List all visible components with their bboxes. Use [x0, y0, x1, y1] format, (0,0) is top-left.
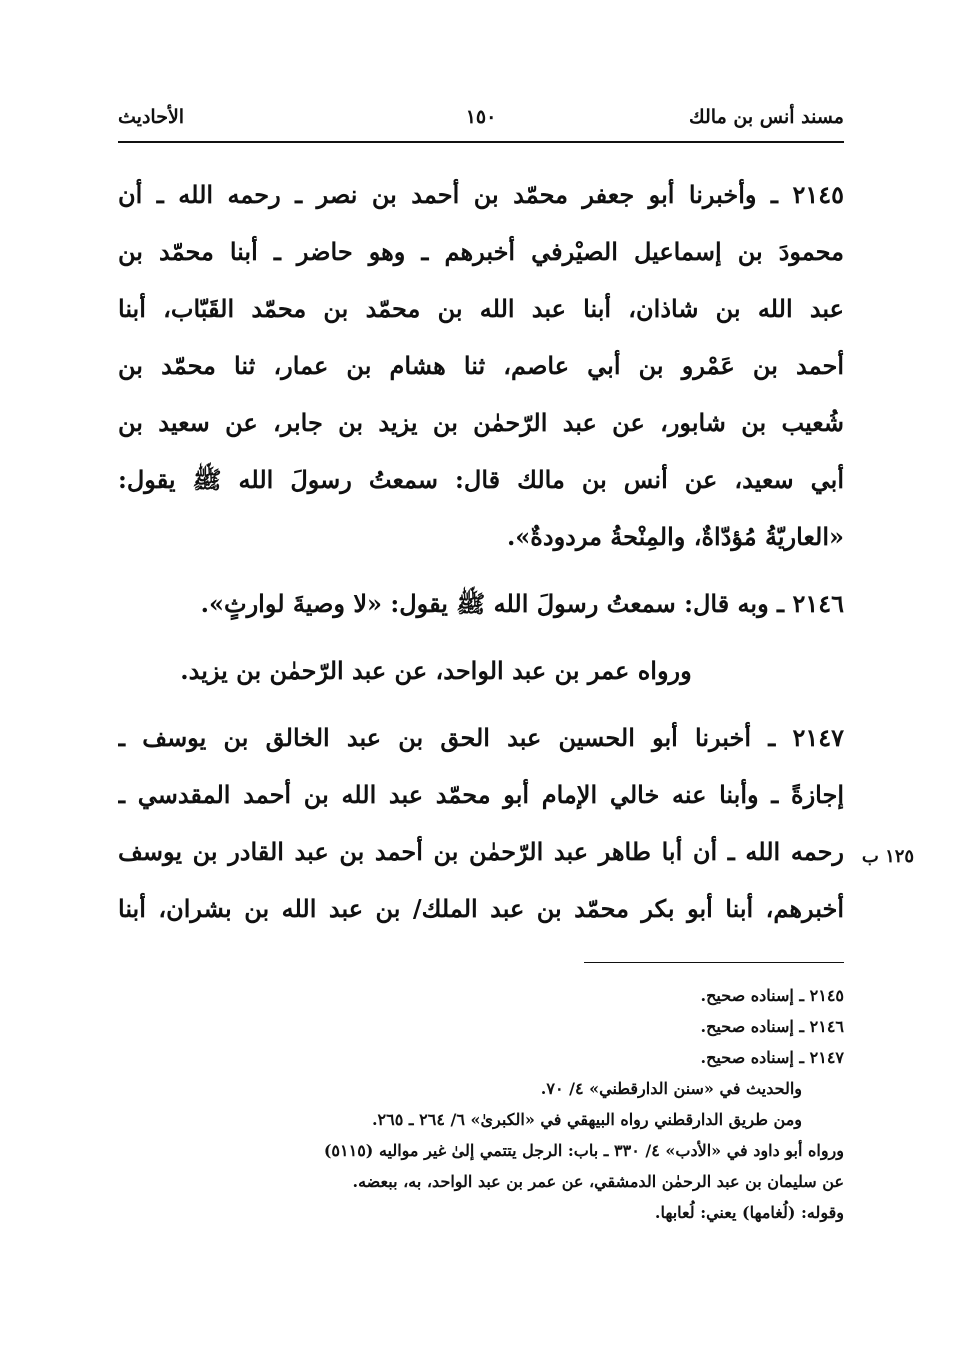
header-book-title: مسند أنس بن مالك: [689, 106, 844, 128]
footnote-detail: والحديث في «سنن الدارقطني» ٤/ ٧٠.: [540, 1079, 802, 1098]
text-line: أحمد بن عَمْرو بن أبي عاصم، ثنا هشام بن عمار، ثنا محمّد بن: [118, 351, 844, 380]
hadith-2146: [118, 575, 844, 632]
text-line: شُعيب بن شابور، عن عبد الرّحمٰن بن يزيد بن جابر، عن سعيد بن: [118, 408, 844, 437]
footnote-item: ٢١٤٥ ـ إسناده صحيح.: [700, 986, 844, 1005]
footnote-detail: وقوله: (لُغامها) يعني: لُعابها.: [654, 1203, 844, 1222]
footnote-detail: ورواه أبو داود في «الأدب» ٤/ ٣٣٠ ـ باب: الرجل يتتمي إلىٰ غير مواليه (٥١١٥): [323, 1141, 844, 1160]
hadith-2145: [118, 166, 844, 565]
main-text: [118, 166, 844, 937]
footnote-detail: عن سليمان بن عبد الرحمٰن الدمشقي، عن عمر بن عبد الواحد، به، ببعضه.: [352, 1172, 844, 1191]
text-line: «العاريّةُ مُؤدّاةٌ، والمِنْحةُ مردودةٌ».: [506, 522, 844, 551]
header-section-title: الأحاديث: [118, 106, 185, 128]
text-line: ٢١٤٦ ـ وبه قال: سمعتُ رسولَ الله ﷺ يقول: «لا وصيةَ لوارثٍ».: [200, 589, 844, 618]
footnote-item: ٢١٤٧ ـ إسناده صحيح.: [700, 1048, 844, 1067]
footnotes: [118, 980, 844, 1228]
text-line: ٢١٤٥ ـ وأخبرنا أبو جعفر محمّد بن أحمد بن نصر ـ رحمه الله ـ أن: [118, 180, 844, 209]
text-line: ورواه عمر بن عبد الواحد، عن عبد الرّحمٰن بن يزيد.: [180, 656, 692, 685]
hadith-2147: [118, 709, 844, 937]
text-line: ٢١٤٧ ـ أخبرنا أبو الحسين عبد الحق بن عبد الخالق بن يوسف ـ: [118, 723, 844, 752]
text-line: أخبرهم، أبنا أبو بكر محمّد بن عبد الملك/ بن عبد الله بن بشران، أبنا: [118, 894, 844, 923]
text-line: محمودَ بن إسماعيل الصيْرفي أخبرهم ـ وهو حاضر ـ أبنا محمّد بن: [118, 237, 844, 266]
text-line: إجازةً ـ وأبنا عنه خالي الإمام أبو محمّد عبد الله بن أحمد المقدسي ـ: [118, 780, 844, 809]
text-line: عبد الله بن شاذان، أبنا عبد الله بن محمّد بن محمّد القَبّاب، أبنا: [118, 294, 844, 323]
text-line: أبي سعيد، عن أنس بن مالك قال: سمعتُ رسولَ الله ﷺ يقول:: [118, 465, 844, 494]
narration-note: [118, 642, 844, 699]
running-header: [118, 100, 844, 136]
footnote-detail: ومن طريق الدارقطني رواه البيهقي في «الكبرىٰ» ٦/ ٢٦٤ ـ ٢٦٥.: [371, 1110, 802, 1129]
header-divider: [118, 141, 844, 143]
footnote-divider: [584, 962, 844, 963]
text-line: رحمه الله ـ أن أبا طاهر عبد الرّحمٰن بن أحمد بن عبد القادر بن يوسف: [118, 837, 844, 866]
page-number: ١٥٠: [465, 106, 497, 128]
footnote-item: ٢١٤٦ ـ إسناده صحيح.: [700, 1017, 844, 1036]
manuscript-folio-marker: ١٢٥ ب: [861, 846, 915, 867]
